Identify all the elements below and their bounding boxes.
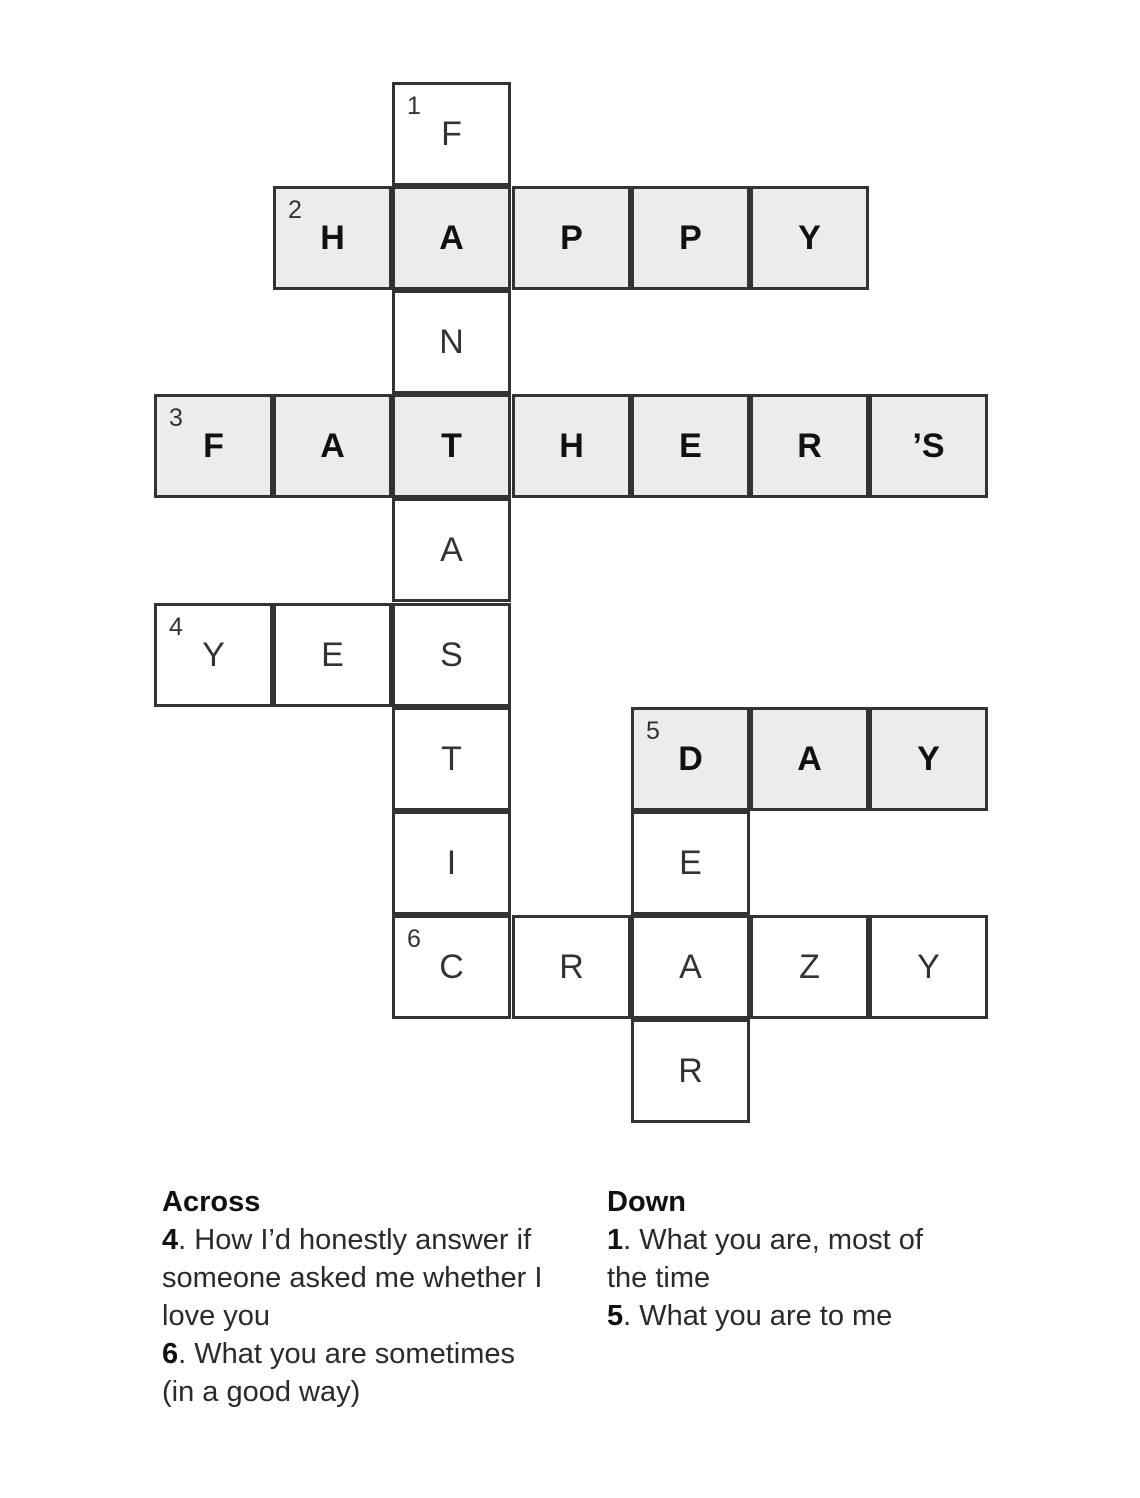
clue-text: . What you are, most of the time <box>607 1224 923 1294</box>
grid-cell[interactable] <box>750 915 869 1019</box>
clue-number-label: 6 <box>407 925 421 953</box>
grid-cell[interactable] <box>154 394 273 498</box>
grid-cell[interactable] <box>392 290 511 394</box>
clue-number: 5 <box>607 1300 624 1332</box>
cell-letter: C <box>439 947 464 986</box>
cell-letter: Y <box>798 218 821 257</box>
cell-letter: N <box>439 322 464 361</box>
grid-cell[interactable] <box>750 394 869 498</box>
cell-letter: F <box>203 426 224 465</box>
cell-letter: A <box>797 739 822 778</box>
clue-number: 1 <box>607 1224 624 1256</box>
cell-letter: A <box>439 218 464 257</box>
down-clues <box>607 1183 967 1335</box>
grid-cell[interactable] <box>392 603 511 707</box>
grid-cell[interactable] <box>392 394 511 498</box>
cell-letter: Y <box>917 947 940 986</box>
cell-letter: I <box>446 843 457 882</box>
across-clues <box>162 1183 552 1411</box>
clue-down-5 <box>607 1297 967 1335</box>
clue-number-label: 5 <box>646 717 660 745</box>
clue-number: 6 <box>162 1338 179 1370</box>
grid-cell[interactable] <box>631 1019 750 1123</box>
cell-letter: Y <box>202 635 225 674</box>
grid-cell[interactable] <box>392 915 511 1019</box>
grid-cell[interactable] <box>631 811 750 915</box>
clue-down-1 <box>607 1221 967 1297</box>
cell-letter: S <box>440 635 463 674</box>
grid-cell[interactable] <box>750 186 869 290</box>
cell-letter: A <box>679 947 702 986</box>
grid-cell[interactable] <box>631 186 750 290</box>
clue-number-label: 2 <box>288 196 302 224</box>
down-heading: Down <box>607 1186 686 1218</box>
cell-letter: ’S <box>912 426 945 465</box>
grid-cell[interactable] <box>392 186 511 290</box>
clue-number-label: 1 <box>407 92 421 120</box>
cell-letter: A <box>440 530 463 569</box>
grid-cell[interactable] <box>273 603 392 707</box>
grid-cell[interactable] <box>869 707 988 811</box>
cell-letter: H <box>320 218 345 257</box>
cell-letter: R <box>797 426 822 465</box>
grid-cell[interactable] <box>154 603 273 707</box>
cell-letter: E <box>321 635 344 674</box>
clue-number-label: 3 <box>169 404 183 432</box>
grid-cell[interactable] <box>512 394 631 498</box>
cell-letter: T <box>441 426 462 465</box>
clue-number: 4 <box>162 1224 179 1256</box>
cell-letter: H <box>559 426 584 465</box>
cell-letter: Y <box>917 739 940 778</box>
grid-cell[interactable] <box>750 707 869 811</box>
cell-letter: F <box>441 114 462 153</box>
grid-cell[interactable] <box>392 707 511 811</box>
grid-cell[interactable] <box>392 811 511 915</box>
grid-cell[interactable] <box>392 82 511 186</box>
cell-letter: T <box>441 739 462 778</box>
grid-cell[interactable] <box>392 498 511 602</box>
grid-cell[interactable] <box>869 915 988 1019</box>
grid-cell[interactable] <box>273 186 392 290</box>
grid-cell[interactable] <box>273 394 392 498</box>
clue-across-4 <box>162 1221 552 1335</box>
cell-letter: R <box>559 947 584 986</box>
cell-letter: E <box>679 843 702 882</box>
grid-cell[interactable] <box>512 186 631 290</box>
cell-letter: D <box>678 739 703 778</box>
cell-letter: Z <box>799 947 820 986</box>
cell-letter: P <box>560 218 583 257</box>
grid-cell[interactable] <box>512 915 631 1019</box>
cell-letter: A <box>320 426 345 465</box>
clue-across-6 <box>162 1335 552 1411</box>
grid-cell[interactable] <box>631 707 750 811</box>
cell-letter: P <box>679 218 702 257</box>
cell-letter: R <box>678 1051 703 1090</box>
clue-text: . What you are to me <box>623 1300 893 1332</box>
across-heading: Across <box>162 1186 261 1218</box>
grid-cell[interactable] <box>631 915 750 1019</box>
clue-text: . How I’d honestly answer if someone asked me whether I love you <box>162 1224 543 1332</box>
grid-cell[interactable] <box>869 394 988 498</box>
clue-text: . What you are sometimes (in a good way) <box>162 1338 515 1408</box>
grid-cell[interactable] <box>631 394 750 498</box>
clue-number-label: 4 <box>169 613 183 641</box>
cell-letter: E <box>679 426 702 465</box>
